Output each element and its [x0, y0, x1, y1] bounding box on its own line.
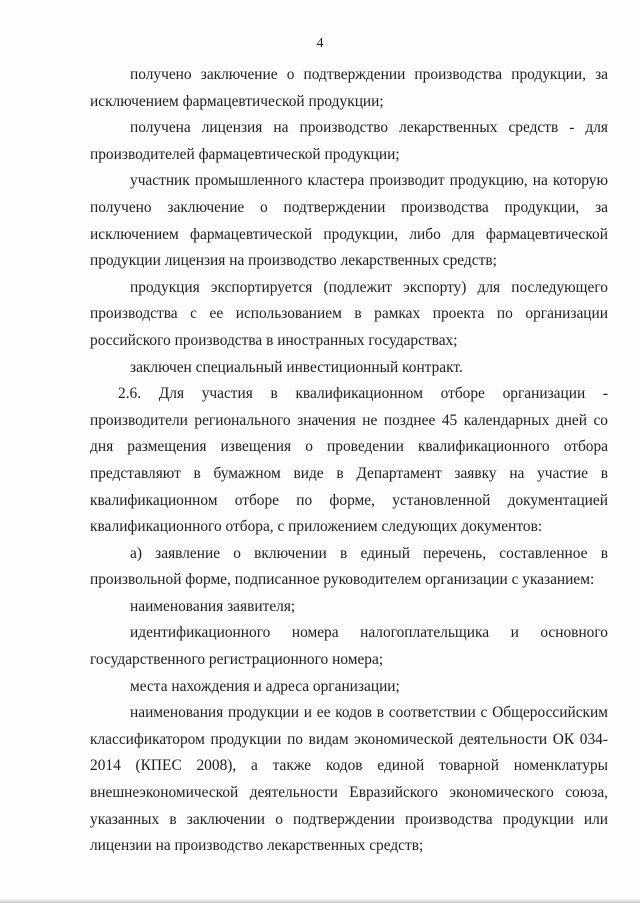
paragraph-cluster-participant: участник промышленного кластера производит продукцию, на которую получено заключение о подтверждении производства продукции, за исключением фармацевтической продукции, либо для фармацевтической продукции лицензия на производство лекарственных средств;: [90, 172, 608, 270]
paragraph-conclusion-confirmation: получено заключение о подтверждении производства продукции, за исключением фармацевтической продукции;: [90, 66, 608, 110]
paragraph-applicant-name: наименования заявителя;: [130, 597, 296, 615]
paragraph-export: продукция экспортируется (подлежит экспорту) для последующего производства с ее использованием в рамках проекта по организации российского производства в иностранных государствах;: [90, 278, 608, 349]
paragraph-tax-id: идентификационного номера налогоплательщика и основного государственного регистрационного номера;: [90, 624, 608, 669]
paragraph-license-pharma: получена лицензия на производство лекарственных средств - для производителей фармацевтической продукции;: [90, 119, 608, 163]
paragraph-product-codes: наименования продукции и ее кодов в соответствии с Общероссийским классификатором продукции по видам экономической деятельности ОК 034-2014 (КПЕС 2008), а также кодов единой товарной номенклатуры внешнеэкономической деятельности Евразийского экономического союза, указанных в заключении о подтверждении производства продукции или лицензии на производство лекарственных средств;: [90, 704, 608, 855]
paragraph-section-2-6: 2.6. Для участия в квалификационном отборе организации - производители регионального значения не позднее 45 календарных дней со дня размещения извещения о проведении квалификационного отбора представляют в бумажном виде в Департамент заявку на участие в квалификационном отборе по форме, установленной документацией квалификационного отбора, с приложением следующих документов:: [90, 385, 608, 536]
paragraph-location-address: места нахождения и адреса организации;: [130, 677, 400, 695]
document-body: [90, 62, 608, 860]
paragraph-investment-contract: заключен специальный инвестиционный контракт.: [130, 358, 463, 376]
page-number: 4: [316, 36, 324, 51]
paragraph-item-a-application: а) заявление о включении в единый перечень, составленное в произвольной форме, подписанное руководителем организации с указанием:: [90, 544, 608, 589]
scan-bottom-edge: [0, 898, 640, 903]
